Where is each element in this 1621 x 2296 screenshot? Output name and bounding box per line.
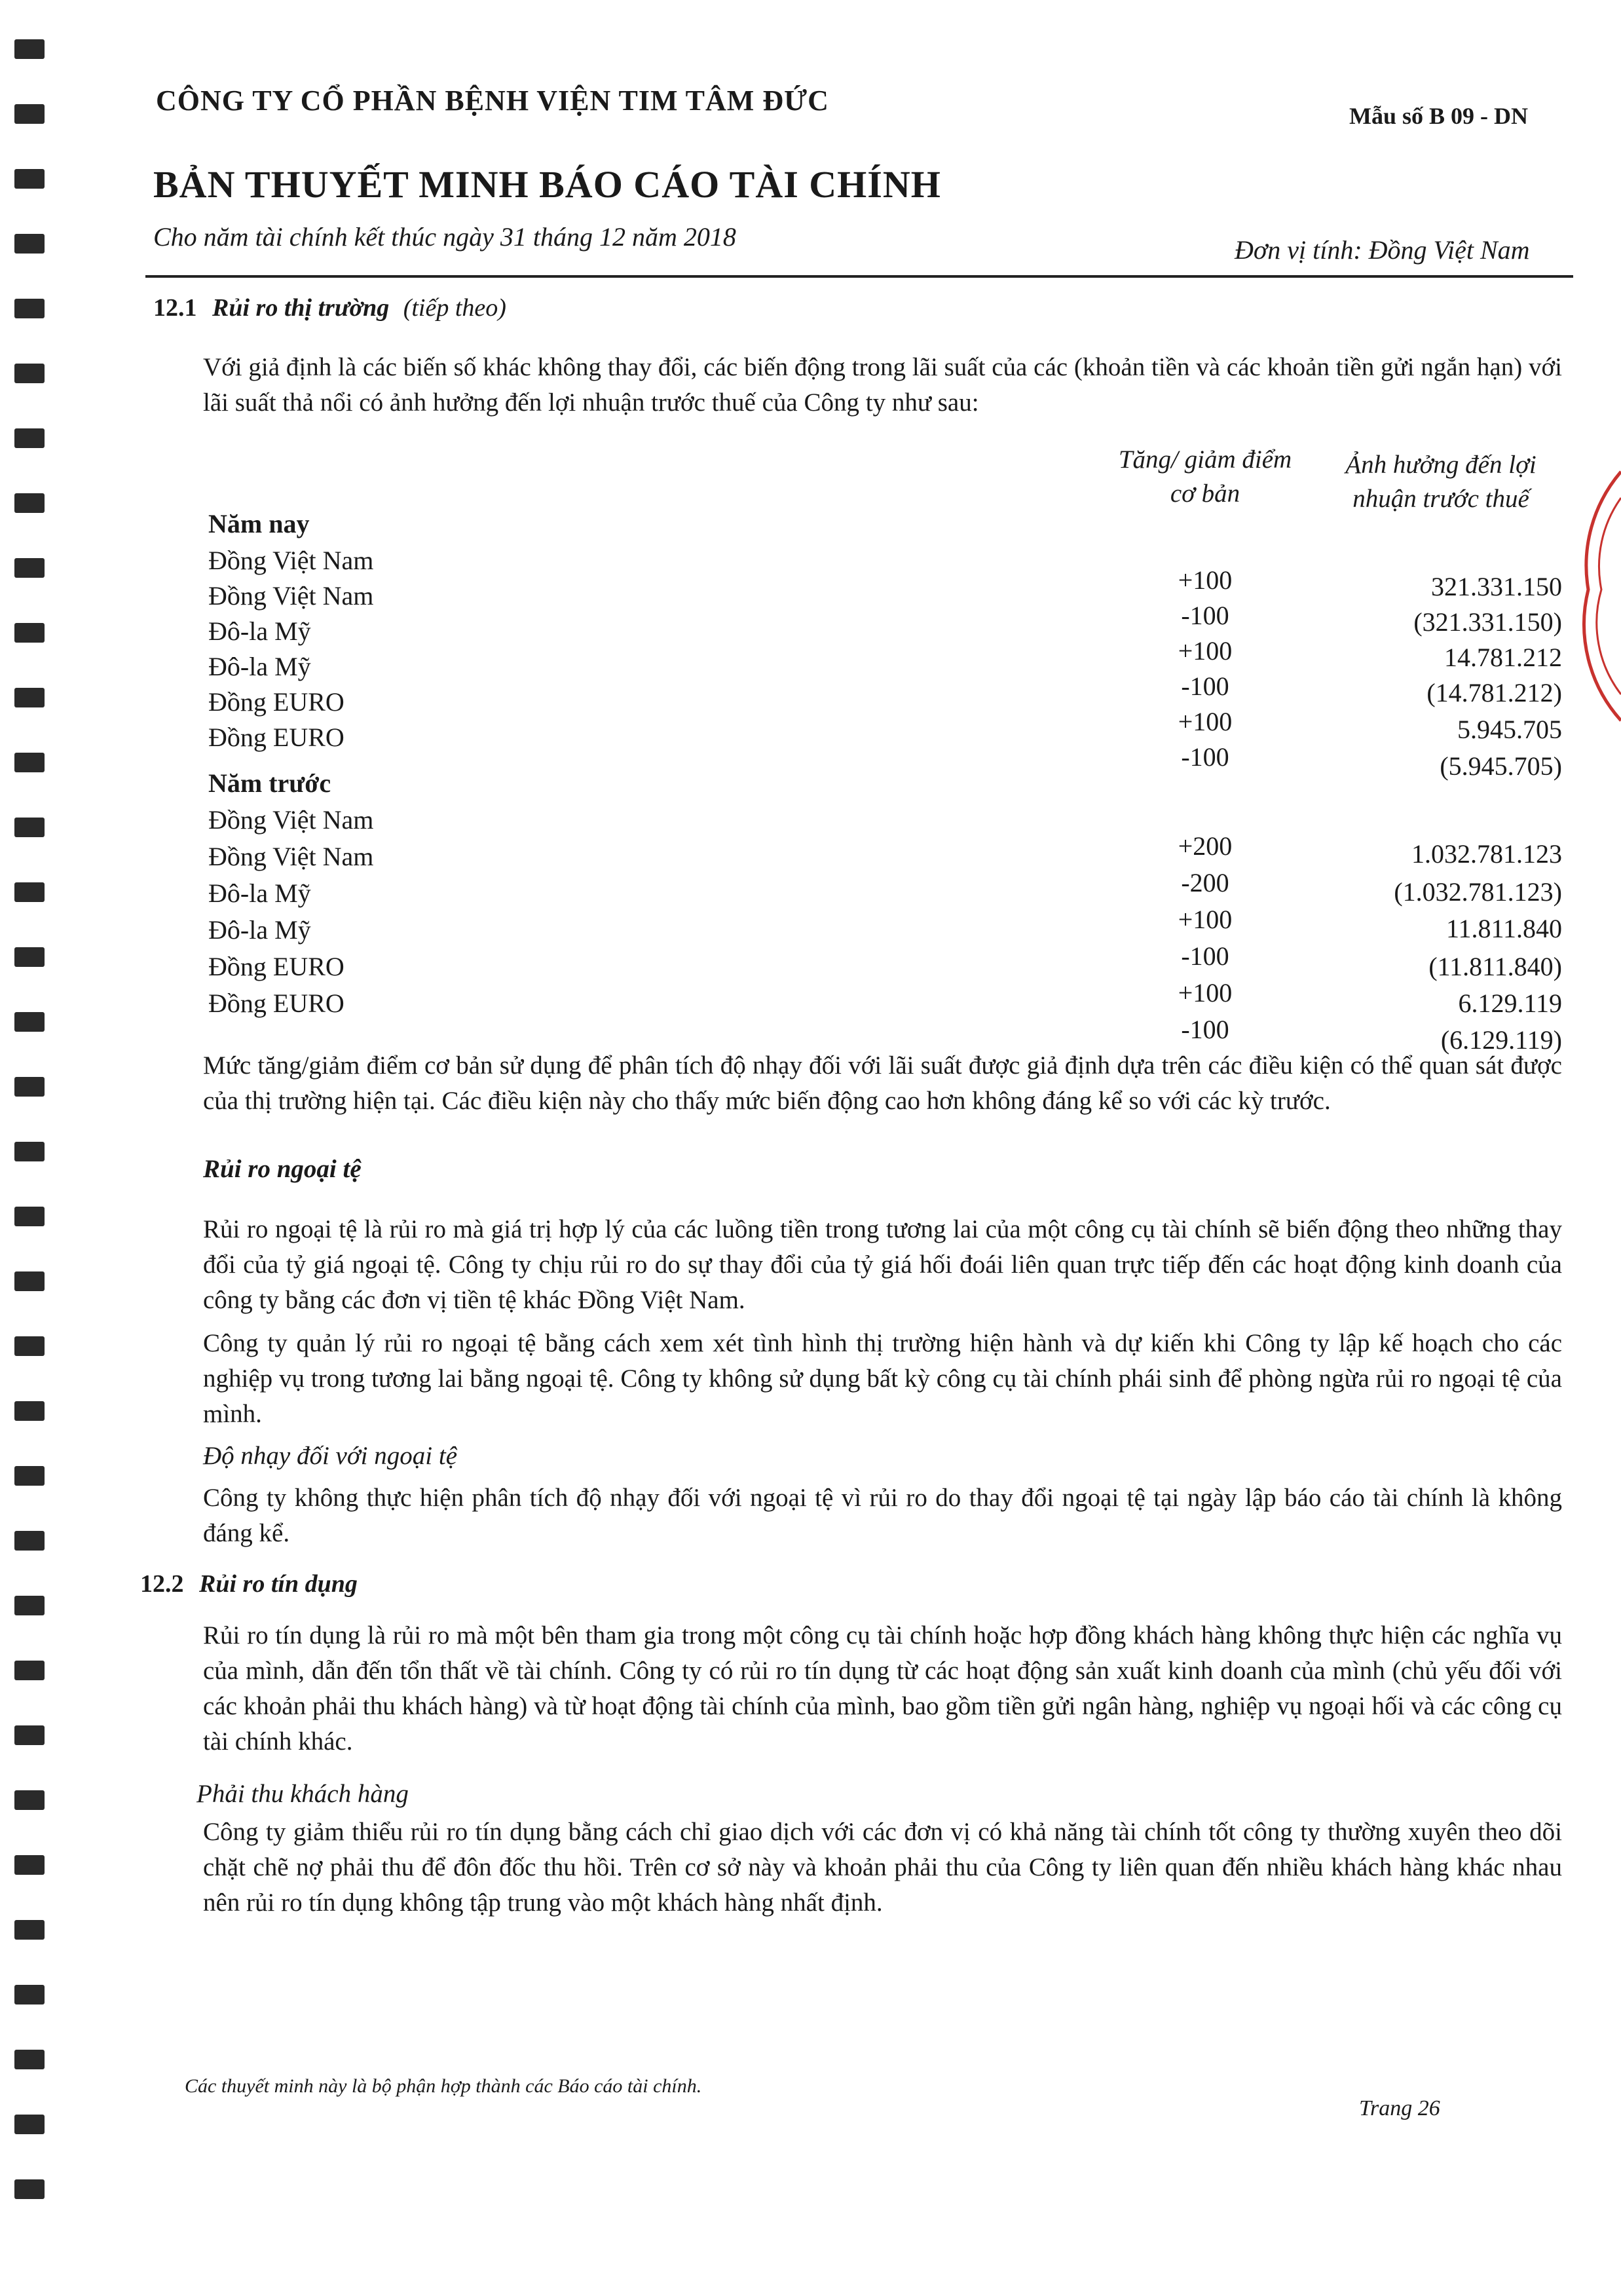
table-cell-effect: 5.945.705 [1457, 715, 1562, 744]
binding-hole [14, 688, 45, 707]
table-cell-change: -100 [1181, 742, 1229, 772]
table-row-label: Đồng Việt Nam [208, 805, 374, 835]
fx-sensitivity-heading: Độ nhạy đối với ngoại tệ [203, 1442, 458, 1470]
fx-risk-paragraph-1 [203, 1212, 1562, 1318]
binding-hole [14, 1920, 45, 1940]
table-cell-effect: 6.129.119 [1458, 988, 1562, 1018]
table-cell-change: -200 [1181, 868, 1229, 897]
table-row-label: Đô-la Mỹ [208, 616, 311, 646]
fx-risk-paragraph-2 [203, 1326, 1562, 1432]
binding-hole [14, 818, 45, 837]
binding-hole [14, 558, 45, 578]
table-cell-effect: (14.781.212) [1426, 678, 1562, 707]
binding-hole [14, 623, 45, 643]
sensitivity-intro [203, 350, 1562, 421]
binding-hole [14, 234, 45, 254]
binding-hole [14, 39, 45, 59]
document-title: BẢN THUYẾT MINH BÁO CÁO TÀI CHÍNH [153, 163, 941, 206]
table-cell-effect: (321.331.150) [1413, 607, 1562, 637]
sensitivity-intro-text: Với giả định là các biến số khác không thay đổi, các biến động trong lãi suất của các (khoản tiền và các khoản tiền gửi ngắn hạn) với lãi suất thả nổi có ảnh hưởng đến lợi nhuận trước thuế của Công ty như sau: [203, 353, 1562, 417]
binding-hole [14, 1207, 45, 1226]
fx-sensitivity-paragraph [203, 1480, 1562, 1551]
binding-holes [14, 39, 54, 2267]
binding-hole [14, 1531, 45, 1551]
fx-risk-heading: Rủi ro ngoại tệ [203, 1155, 362, 1183]
binding-hole [14, 1596, 45, 1615]
table-cell-change: +100 [1178, 636, 1233, 666]
column-header-effect: Ảnh hưởng đến lợi nhuận trước thuế [1345, 451, 1537, 513]
section-title: Rủi ro tín dụng [199, 1570, 358, 1598]
binding-hole [14, 753, 45, 772]
table-cell-change: -100 [1181, 941, 1229, 971]
table-row-label: Đồng Việt Nam [208, 581, 374, 611]
footer-note: Các thuyết minh này là bộ phận hợp thành các Báo cáo tài chính. [185, 2075, 702, 2097]
section-number: 12.2 [140, 1570, 184, 1598]
table-row-label: Đồng EURO [208, 687, 345, 717]
table-cell-change: +200 [1178, 831, 1233, 861]
reporting-period: Cho năm tài chính kết thúc ngày 31 tháng 12 năm 2018 [153, 222, 736, 252]
column-header-change: Tăng/ giảm điểm cơ bản [1118, 445, 1292, 508]
table-cell-effect: 14.781.212 [1444, 643, 1562, 672]
section-12-2-heading [140, 1570, 358, 1598]
form-code: Mẫu số B 09 - DN [1349, 103, 1529, 129]
binding-hole [14, 1012, 45, 1032]
header-rule [145, 275, 1573, 278]
binding-hole [14, 2115, 45, 2134]
company-name: CÔNG TY CỔ PHẦN BỆNH VIỆN TIM TÂM ĐỨC [156, 85, 829, 117]
basis-point-note [203, 1048, 1562, 1119]
table-cell-change: +100 [1178, 978, 1233, 1007]
table-row-label: Đồng Việt Nam [208, 842, 374, 871]
table-cell-change: -100 [1181, 1015, 1229, 1044]
table-row-label: Đồng EURO [208, 952, 345, 981]
table-row-label: Đô-la Mỹ [208, 878, 311, 908]
binding-hole [14, 169, 45, 189]
table-cell-effect: (5.945.705) [1440, 751, 1562, 781]
receivables-paragraph [203, 1815, 1562, 1921]
table-row-label: Đồng Việt Nam [208, 546, 374, 575]
table-row-label: Đồng EURO [208, 723, 345, 752]
binding-hole [14, 1790, 45, 1810]
section-number: 12.1 [153, 294, 197, 322]
binding-hole [14, 2050, 45, 2069]
binding-hole [14, 364, 45, 383]
credit-risk-paragraph [203, 1618, 1562, 1760]
binding-hole [14, 882, 45, 902]
section-12-1-heading [153, 293, 506, 322]
binding-hole [14, 1725, 45, 1745]
binding-hole [14, 2179, 45, 2199]
table-cell-effect: (1.032.781.123) [1394, 877, 1562, 907]
table-cell-effect: (6.129.119) [1440, 1025, 1562, 1055]
currency-unit: Đơn vị tính: Đồng Việt Nam [1235, 235, 1530, 265]
binding-hole [14, 1271, 45, 1291]
group-label-current-year: Năm nay [208, 509, 310, 538]
seal-stamp-icon [1575, 459, 1621, 734]
table-row-label: Đồng EURO [208, 988, 345, 1018]
fx-risk-paragraph-1-text: Rủi ro ngoại tệ là rủi ro mà giá trị hợp lý của các luồng tiền trong tương lai của một công cụ tài chính sẽ biến động theo những thay đổi của tỷ giá ngoại tệ. Công ty chịu rủi ro do sự thay đổi của tỷ giá hối đoái liên quan trực tiếp đến các hoạt động kinh doanh của công ty bằng các đơn vị tiền tệ khác Đồng Việt Nam. [203, 1215, 1562, 1314]
binding-hole [14, 1985, 45, 2004]
group-label-prior-year: Năm trước [208, 768, 331, 798]
table-cell-change: +100 [1178, 707, 1233, 736]
binding-hole [14, 299, 45, 318]
table-cell-effect: (11.811.840) [1428, 952, 1562, 981]
table-cell-change: +100 [1178, 565, 1233, 595]
table-row-label: Đô-la Mỹ [208, 915, 311, 945]
binding-hole [14, 428, 45, 448]
fx-risk-paragraph-2-text: Công ty quản lý rủi ro ngoại tệ bằng cách xem xét tình hình thị trường hiện hành và dự kiến khi Công ty lập kế hoạch cho các nghiệp vụ trong tương lai bằng ngoại tệ. Công ty không sử dụng bất kỳ công cụ tài chính phái sinh để phòng ngừa rủi ro ngoại tệ của mình. [203, 1329, 1562, 1428]
section-continued: (tiếp theo) [403, 294, 506, 322]
credit-risk-text: Rủi ro tín dụng là rủi ro mà một bên tham gia trong một công cụ tài chính hoặc hợp đồng khách hàng không thực hiện các nghĩa vụ của mình, dẫn đến tổn thất về tài chính. Công ty có rủi ro tín dụng từ các hoạt động sản xuất kinh doanh của mình (chủ yếu đối với các khoản phải thu khách hàng) và từ hoạt động tài chính của mình, bao gồm tiền gửi ngân hàng, nghiệp vụ ngoại hối và các công cụ tài chính khác. [203, 1621, 1562, 1756]
binding-hole [14, 1466, 45, 1486]
table-cell-change: -100 [1181, 671, 1229, 701]
basis-point-note-text: Mức tăng/giảm điểm cơ bản sử dụng để phân tích độ nhạy đối với lãi suất được giả định dựa trên các điều kiện có thể quan sát được của thị trường hiện tại. Các điều kiện này cho thấy mức biến động cao hơn không đáng kể so với các kỳ trước. [203, 1051, 1562, 1115]
table-cell-effect: 1.032.781.123 [1411, 839, 1562, 869]
binding-hole [14, 493, 45, 513]
page-number: Trang 26 [1359, 2096, 1440, 2120]
table-row-label: Đô-la Mỹ [208, 652, 311, 681]
receivables-text: Công ty giảm thiểu rủi ro tín dụng bằng cách chỉ giao dịch với các đơn vị có khả năng tài chính tốt công ty thường xuyên theo dõi chặt chẽ nợ phải thu để đôn đốc thu hồi. Trên cơ sở này và khoản phải thu của Công ty liên quan đến nhiều khách hàng khác nhau nên rủi ro tín dụng không tập trung vào một khách hàng nhất định. [203, 1818, 1562, 1917]
table-cell-effect: 11.811.840 [1445, 914, 1562, 943]
binding-hole [14, 1855, 45, 1875]
binding-hole [14, 1401, 45, 1421]
binding-hole [14, 1336, 45, 1356]
binding-hole [14, 104, 45, 124]
table-cell-change: +100 [1178, 905, 1233, 934]
table-cell-change: -100 [1181, 601, 1229, 630]
binding-hole [14, 947, 45, 967]
section-title: Rủi ro thị trường [212, 294, 390, 322]
fx-sensitivity-text: Công ty không thực hiện phân tích độ nhạy đối với ngoại tệ vì rủi ro do thay đổi ngoại tệ tại ngày lập báo cáo tài chính là không đáng kể. [203, 1484, 1562, 1547]
table-cell-effect: 321.331.150 [1431, 572, 1562, 601]
binding-hole [14, 1661, 45, 1680]
binding-hole [14, 1142, 45, 1161]
receivables-heading: Phải thu khách hàng [196, 1780, 409, 1808]
binding-hole [14, 1077, 45, 1097]
